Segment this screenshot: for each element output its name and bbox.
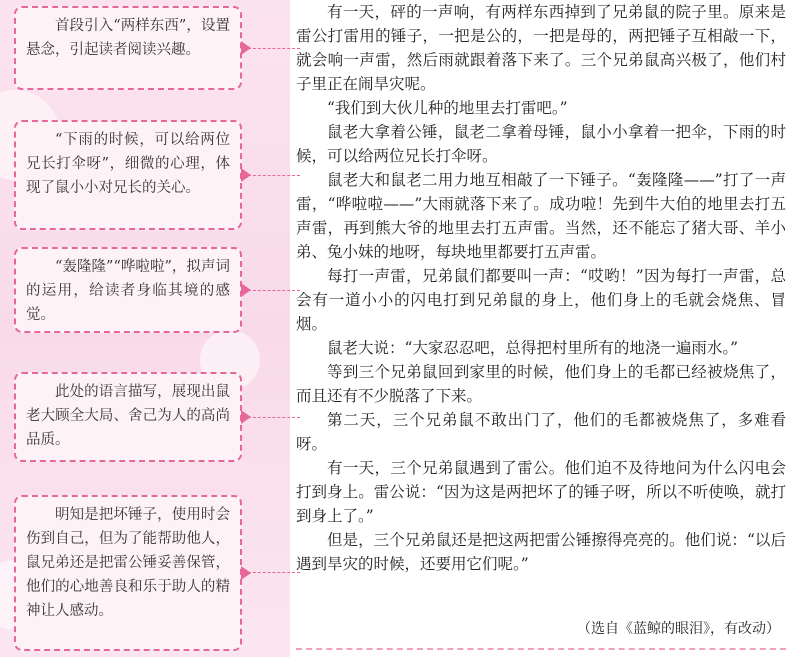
annotation-text: “下雨的时候，可以给两位兄长打伞呀”，细微的心理，体现了鼠小小对兄长的关心。 (26, 132, 230, 196)
story-paragraph: 第二天，三个兄弟鼠不敢出门了，他们的毛都被烧焦了，多难看呀。 (296, 411, 786, 453)
story-paragraph: 鼠老大说：“大家忍忍吧，总得把村里所有的地浇一遍雨水。” (327, 339, 739, 357)
annotation-note (14, 120, 242, 230)
annotation-connector (248, 417, 300, 418)
story-paragraph: 鼠老大和鼠老二用力地互相敲了一下锤子。“轰隆隆——”打了一声雷，“哗啦啦——”大雨就落下来了。成功啦！先到牛大伯的地里去打五声雷，再到熊大爷的地里去打五声雷。当然，还不能忘了猪大哥、羊小弟、兔小妹的地呀，每块地里都要打五声雷。 (296, 171, 786, 261)
annotation-connector (248, 290, 300, 291)
story-paragraph: 有一天，砰的一声响，有两样东西掉到了兄弟鼠的院子里。原来是雷公打雷用的锤子，一把是公的，一把是母的，两把锤子互相敲一下，就会响一声雷，然后雨就跟着落下来了。三个兄弟鼠高兴极了，他们村子里正在闹旱灾呢。 (296, 3, 786, 93)
annotation-connector (248, 175, 300, 176)
annotation-text: 此处的语言描写，展现出鼠老大顾全大局、舍己为人的高尚品质。 (26, 384, 230, 448)
source-citation: （选自《蓝鲸的眼泪》，有改动） (577, 621, 780, 637)
annotation-text: “轰隆隆”“哗啦啦”，拟声词的运用，给读者身临其境的感觉。 (26, 259, 230, 323)
bottom-divider (296, 648, 786, 659)
story-paragraph: 每打一声雷，兄弟鼠们都要叫一声：“哎哟！”因为每打一声雷，总会有一道小小的闪电打到兄弟鼠的身上，他们身上的毛就会烧焦、冒烟。 (296, 267, 786, 333)
annotation-note (14, 372, 242, 462)
story-paragraph: “我们到大伙儿种的地里去打雷吧。” (327, 99, 568, 117)
annotation-column (0, 0, 290, 657)
annotation-note (14, 495, 242, 651)
story-paragraph: 鼠老大拿着公锤，鼠老二拿着母锤，鼠小小拿着一把伞，下雨的时候，可以给两位兄长打伞呀。 (296, 123, 786, 165)
story-text (296, 0, 786, 576)
annotation-text: 首段引入“两样东西”，设置悬念，引起读者阅读兴趣。 (26, 18, 230, 58)
annotation-note (14, 247, 242, 333)
story-paragraph: 有一天，三个兄弟鼠遇到了雷公。他们迫不及待地问为什么闪电会打到身上。雷公说：“因为这是两把坏了的锤子呀，所以不听使唤，就打到身上了。” (296, 459, 786, 525)
story-paragraph: 但是，三个兄弟鼠还是把这两把雷公锤擦得亮亮的。他们说：“以后遇到旱灾的时候，还要用它们呢。” (296, 531, 786, 573)
annotation-connector (248, 572, 300, 573)
story-paragraph: 等到三个兄弟鼠回到家里的时候，他们身上的毛都已经被烧焦了，而且还有不少脱落了下来。 (296, 363, 786, 405)
annotation-note (14, 6, 242, 90)
annotation-connector (248, 48, 300, 49)
annotation-text: 明知是把坏锤子，使用时会伤到自己，但为了能帮助他人，鼠兄弟还是把雷公锤妥善保管，他们的心地善良和乐于助人的精神让人感动。 (26, 507, 230, 619)
